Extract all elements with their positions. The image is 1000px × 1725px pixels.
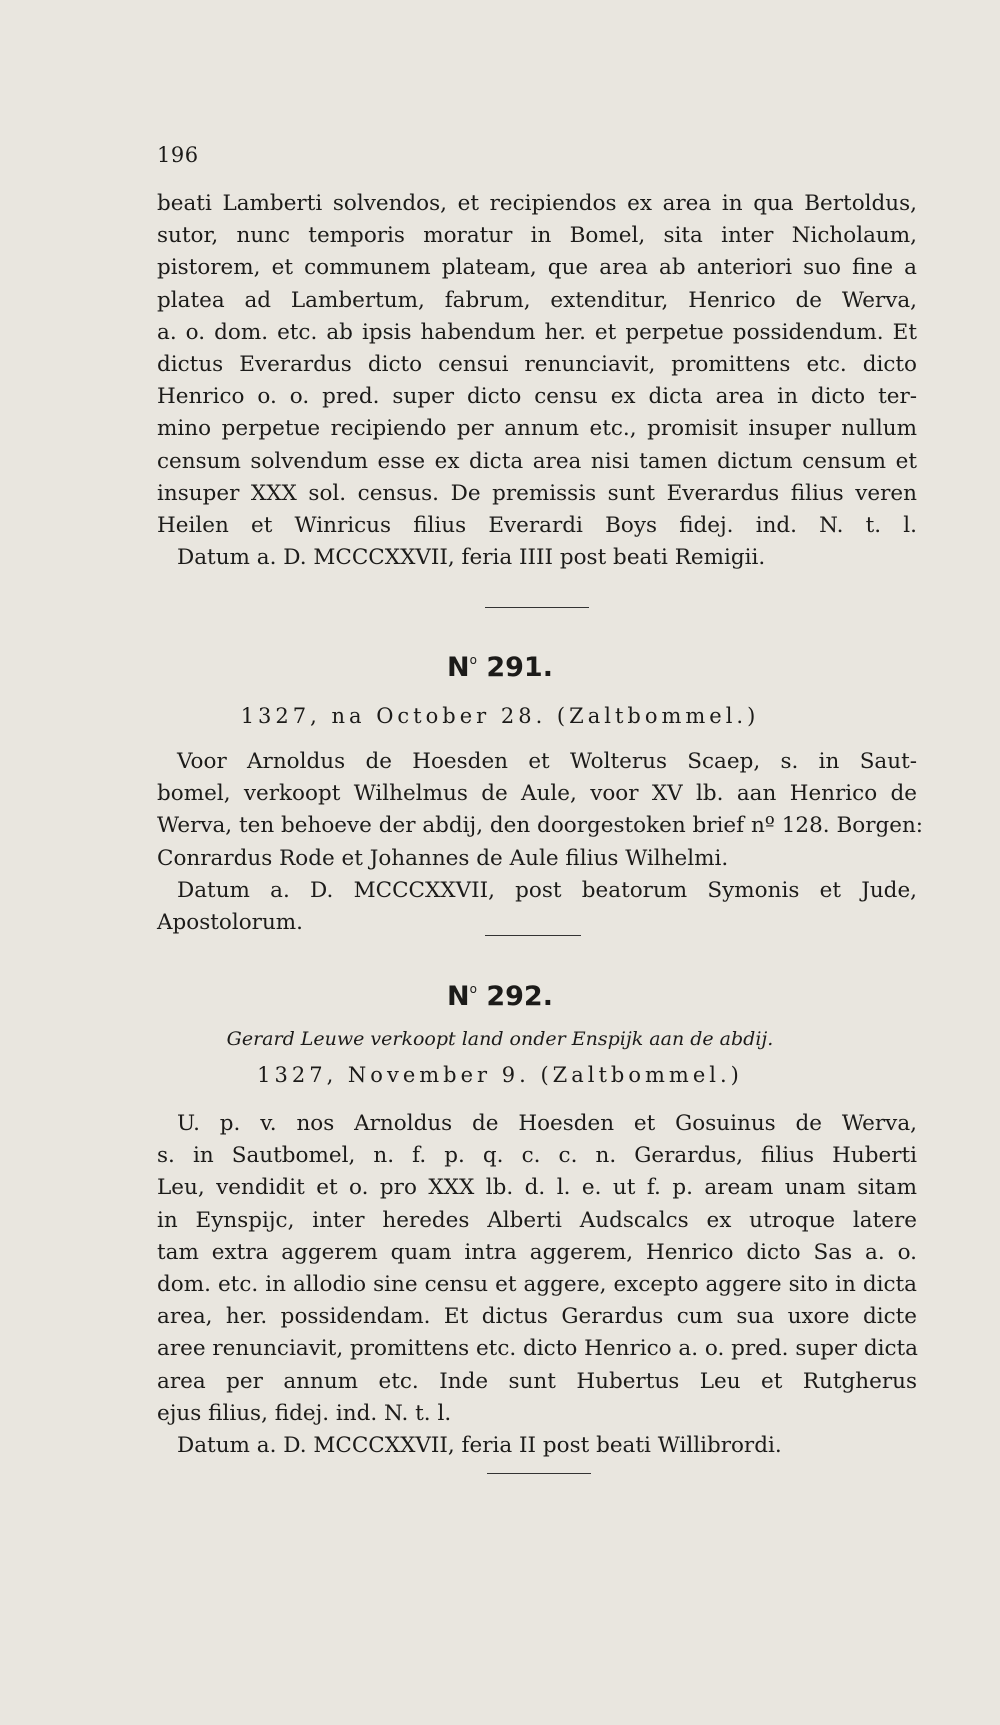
text-line: beati Lamberti solvendos, et recipiendos ex area in qua Bertoldus,: [157, 191, 917, 216]
text-line: censum solvendum esse ex dicta area nisi tamen dictum censum et: [157, 448, 917, 474]
text-line: Datum a. D. MCCCXXVII, feria IIII post beati Remigii.: [177, 545, 766, 571]
text-line: U. p. v. nos Arnoldus de Hoesden et Gosuinus de Werva,: [177, 1111, 917, 1136]
document-number-291: $N^o$ 291.: [447, 652, 553, 683]
document-dateline-291: 1327, na October 28. (Zaltbommel.): [240, 704, 760, 728]
text-line: Apostolorum.: [157, 910, 304, 936]
document-summary-292: Gerard Leuwe verkoopt land onder Enspijk aan de abdij.: [226, 1028, 774, 1050]
text-line: sutor, nunc temporis moratur in Bomel, sita inter Nicholaum,: [157, 223, 917, 249]
text-line: in Eynspijc, inter heredes Alberti Audscalcs ex utroque latere: [157, 1207, 917, 1233]
text-line: platea ad Lambertum, fabrum, extenditur, Henrico de Werva,: [157, 287, 917, 313]
text-line: ejus filius, fidej. ind. N. t. l.: [157, 1400, 452, 1426]
text-line: s. in Sautbomel, n. f. p. q. c. c. n. Gerardus, filius Huberti: [157, 1143, 917, 1169]
text-line: bomel, verkoopt Wilhelmus de Aule, voor XV lb. aan Henrico de: [157, 781, 917, 807]
section-divider: [485, 935, 581, 936]
document-text-292: [157, 1108, 917, 1462]
text-line: Datum a. D. MCCCXXVII, post beatorum Symonis et Jude,: [177, 877, 917, 903]
text-line: Voor Arnoldus de Hoesden et Wolterus Scaep, s. in Saut-: [177, 749, 917, 774]
text-line: dom. etc. in allodio sine censu et aggere, excepto aggere sito in dicta: [157, 1272, 917, 1298]
text-line: mino perpetue recipiendo per annum etc., promisit insuper nullum: [157, 416, 917, 442]
page-number: 196: [157, 143, 199, 167]
text-line: Leu, vendidit et o. pro XXX lb. d. l. e. ut f. p. aream unam sitam: [157, 1175, 917, 1201]
section-divider: [485, 607, 589, 608]
text-line: insuper XXX sol. census. De premissis sunt Everardus filius veren: [157, 480, 917, 506]
text-line: Werva, ten behoeve der abdij, den doorgestoken brief nº 128. Borgen:: [157, 813, 924, 839]
document-dateline-292: 1327, November 9. (Zaltbommel.): [257, 1063, 743, 1087]
text-line: tam extra aggerem quam intra aggerem, Henrico dicto Sas a. o.: [157, 1239, 917, 1265]
text-line: Heilen et Winricus filius Everardi Boys fidej. ind. N. t. l.: [157, 513, 917, 539]
text-line: aree renunciavit, promittens etc. dicto Henrico a. o. pred. super dicta: [157, 1336, 918, 1362]
document-text-291: [157, 746, 924, 939]
document-number-292: $N^o$ 292.: [447, 981, 553, 1012]
text-line: Conrardus Rode et Johannes de Aule filius Wilhelmi.: [157, 845, 729, 871]
text-line: a. o. dom. etc. ab ipsis habendum her. et perpetue possidendum. Et: [157, 319, 917, 345]
section-divider: [487, 1473, 591, 1474]
text-line: dictus Everardus dicto censui renunciavit, promittens etc. dicto: [157, 352, 917, 378]
text-line: pistorem, et communem plateam, que area ab anteriori suo fine a: [157, 255, 917, 281]
text-line: area per annum etc. Inde sunt Hubertus Leu et Rutgherus: [157, 1368, 917, 1394]
continuation-text: [157, 188, 917, 574]
text-line: Datum a. D. MCCCXXVII, feria II post beati Willibrordi.: [177, 1433, 782, 1459]
text-line: Henrico o. o. pred. super dicto censu ex dicta area in dicto ter-: [157, 384, 917, 410]
text-line: area, her. possidendam. Et dictus Gerardus cum sua uxore dicte: [157, 1304, 917, 1330]
